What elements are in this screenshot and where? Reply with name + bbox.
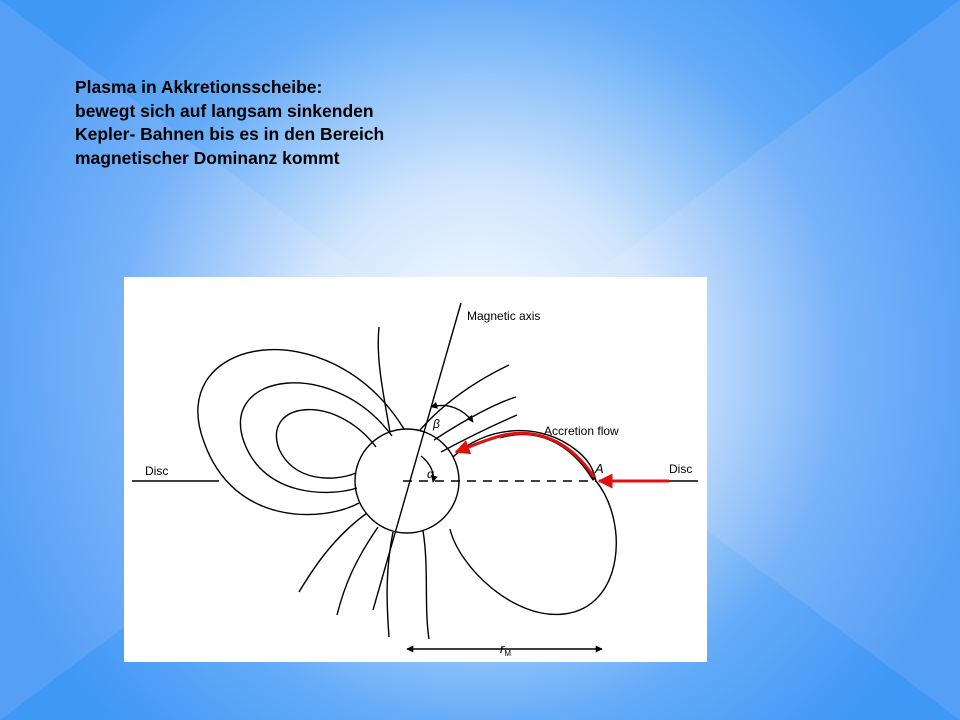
title-line: Kepler- Bahnen bis es in den Bereich — [75, 124, 385, 144]
field-line — [337, 527, 378, 615]
title-line: magnetischer Dominanz kommt — [75, 147, 340, 168]
field-loop-inner — [276, 410, 376, 478]
alpha-label: α — [427, 467, 434, 481]
title-line: Plasma in Akkretionsscheibe: — [75, 77, 323, 97]
accretion-diagram — [124, 277, 707, 662]
field-loop-middle — [240, 383, 392, 493]
rm-label — [500, 641, 511, 658]
accretion-flow-label: Accretion flow — [544, 424, 619, 438]
field-line — [378, 327, 390, 432]
magnetic-axis-label: Magnetic axis — [467, 309, 541, 323]
diagram-canvas — [124, 277, 707, 662]
point-a-label: A — [595, 461, 604, 476]
field-line — [299, 513, 367, 592]
field-line — [423, 531, 429, 639]
beta-label: β — [433, 417, 440, 431]
field-line — [387, 532, 393, 637]
rm-label-sub: M — [504, 649, 512, 658]
magnetic-axis-line — [373, 303, 461, 610]
accretion-flow-path — [500, 434, 594, 480]
title-line: bewegt sich auf langsam sinkenden — [75, 100, 374, 121]
slide-title — [75, 76, 595, 170]
disc-left-label: Disc — [145, 464, 169, 478]
disc-right-label: Disc — [669, 462, 693, 476]
rm-label-main: r — [500, 641, 505, 656]
accretion-field-loop — [450, 431, 616, 615]
